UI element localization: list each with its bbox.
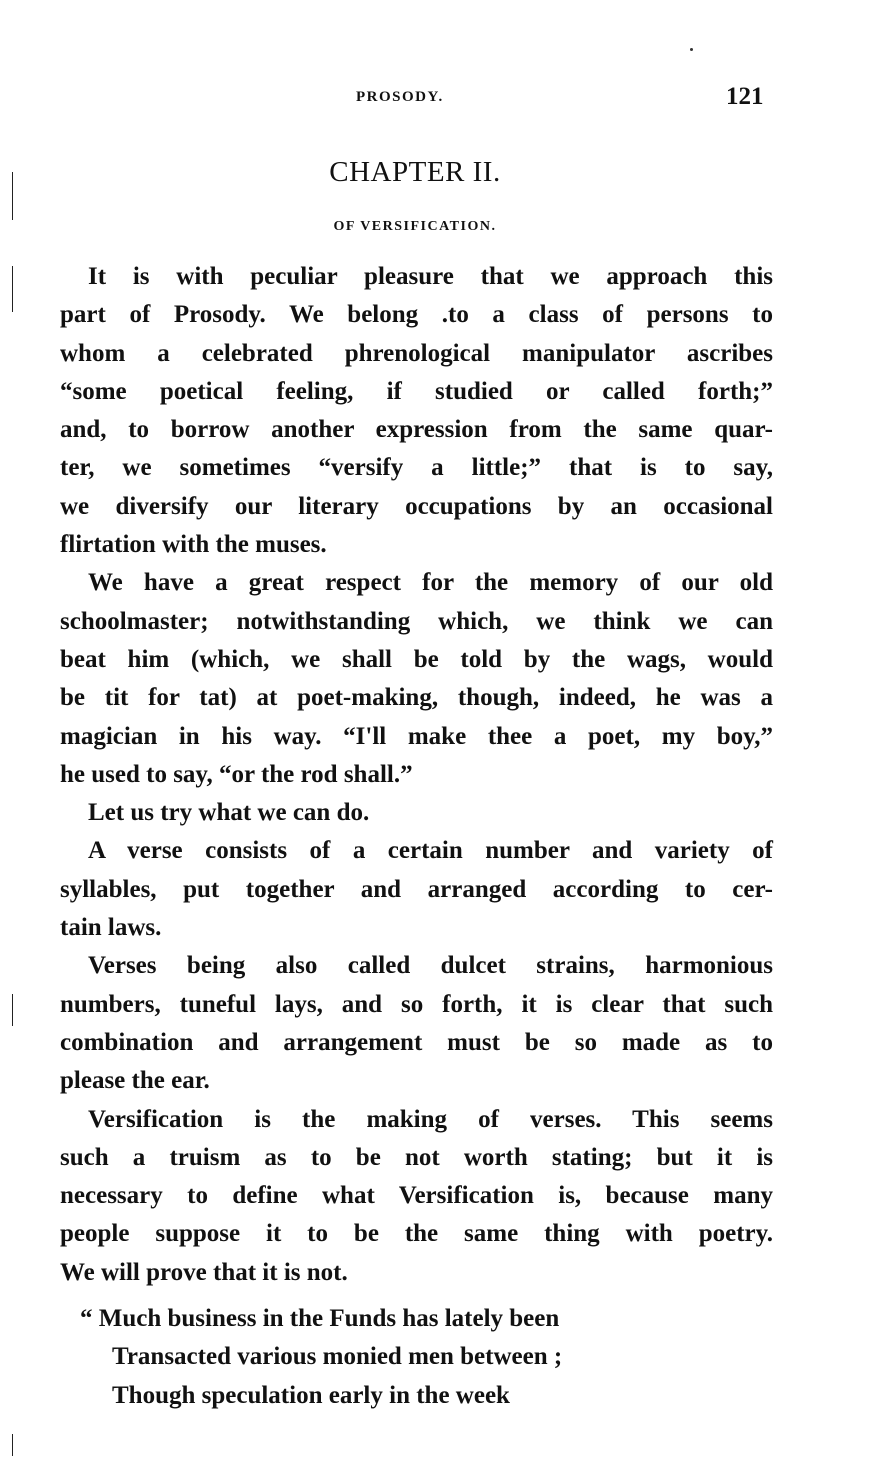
text-line: flirtation with the muses. <box>60 531 327 559</box>
running-title: PROSODY. <box>356 89 444 105</box>
paragraph <box>60 258 773 564</box>
text-line: we diversify our literary occupations by an occasional <box>60 492 773 520</box>
running-head <box>0 85 894 115</box>
text-line: Verses being also called dulcet strains, harmonious <box>88 952 773 980</box>
paragraph <box>60 947 773 1100</box>
text-line: combination and arrangement must be so made as to <box>60 1028 773 1056</box>
text-line: he used to say, “or the rod shall.” <box>60 760 413 788</box>
text-line: It is with peculiar pleasure that we approach this <box>88 263 773 290</box>
page-number: 121 <box>726 83 764 110</box>
text-line: such a truism as to be not worth stating; but it is <box>60 1143 773 1171</box>
left-margin-mark <box>12 994 13 1026</box>
text-line: people suppose it to be the same thing with poetry. <box>60 1220 773 1248</box>
left-margin-mark <box>12 266 13 312</box>
text-line: schoolmaster; notwithstanding which, we think we can <box>60 607 773 635</box>
text-line: A verse consists of a certain number and variety of <box>88 837 773 865</box>
left-margin-mark <box>12 1434 13 1456</box>
paragraph <box>60 832 773 947</box>
page-speck <box>690 48 693 51</box>
paragraph <box>60 794 773 832</box>
chapter-title: CHAPTER II. <box>329 156 501 188</box>
text-line: “some poetical feeling, if studied or called forth;” <box>60 377 773 405</box>
text-line: necessary to define what Versification is, because many <box>60 1182 773 1210</box>
text-line: We will prove that it is not. <box>60 1258 348 1286</box>
text-line: Versification is the making of verses. This seems <box>88 1105 773 1133</box>
chapter-subtitle: OF VERSIFICATION. <box>333 219 497 234</box>
text-line: ter, we sometimes “versify a little;” that is to say, <box>60 454 773 482</box>
text-line: magician in his way. “I'll make thee a poet, my boy,” <box>60 722 773 750</box>
body-text <box>60 258 773 1415</box>
paragraph <box>60 564 773 794</box>
verse-line: Transacted various monied men between ; <box>112 1343 563 1371</box>
text-line: tain laws. <box>60 914 162 942</box>
paragraph <box>60 1101 773 1292</box>
text-line: and, to borrow another expression from the same quar- <box>60 416 773 444</box>
text-line: We have a great respect for the memory of our old <box>88 569 773 597</box>
text-line: beat him (which, we shall be told by the wags, would <box>60 645 773 673</box>
verse-line: Though speculation early in the week <box>112 1381 510 1409</box>
text-line: be tit for tat) at poet-making, though, indeed, he was a <box>60 684 773 712</box>
text-line: please the ear. <box>60 1067 210 1095</box>
text-line: numbers, tuneful lays, and so forth, it is clear that such <box>60 990 773 1018</box>
verse-line: “ Much business in the Funds has lately been <box>80 1305 560 1333</box>
text-line: whom a celebrated phrenological manipulator ascribes <box>60 339 773 367</box>
text-line: syllables, put together and arranged according to cer- <box>60 875 773 903</box>
text-line: part of Prosody. We belong .to a class of persons to <box>60 301 773 329</box>
verse-quotation <box>60 1300 773 1415</box>
text-line: Let us try what we can do. <box>88 799 370 827</box>
